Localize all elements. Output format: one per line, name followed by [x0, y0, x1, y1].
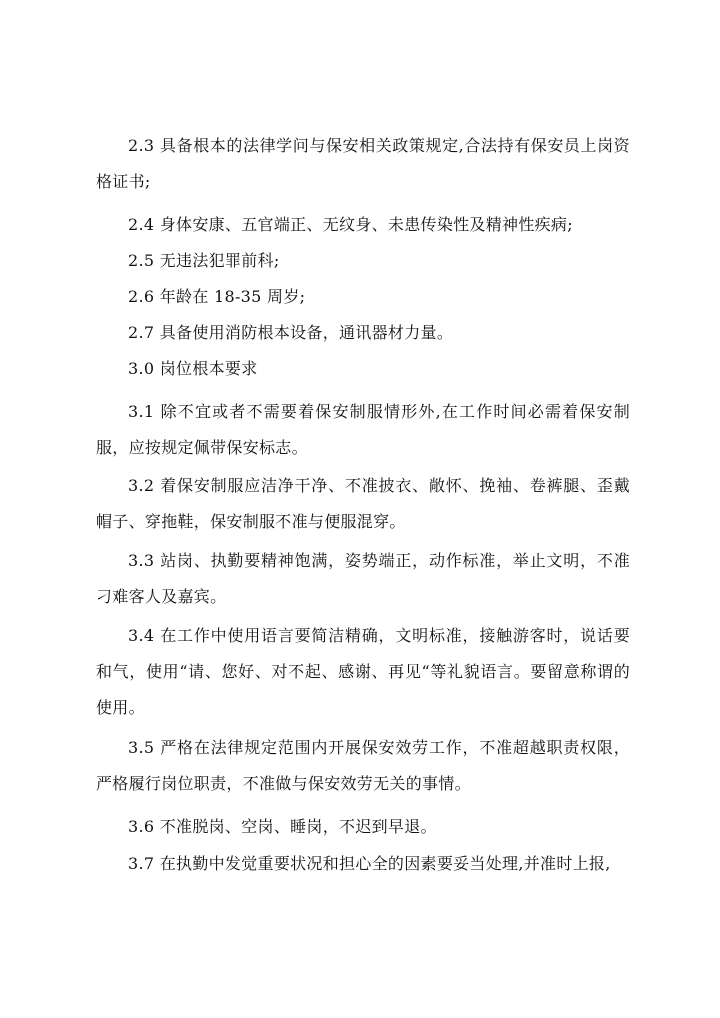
paragraph-3-5: 3.5 严格在法律规定范围内开展保安效劳工作，不准超越职责权限，严格履行岗位职责，不准做与保安效劳无关的事情。: [96, 738, 630, 793]
paragraph-3-6: 3.6 不准脱岗、空岗、睡岗，不迟到早退。: [128, 817, 437, 836]
paragraph-2-6: 2.6 年龄在 18-35 周岁;: [128, 287, 306, 306]
paragraph-2-4: 2.4 身体安康、五官端正、无纹身、未患传染性及精神性疾病;: [128, 215, 573, 234]
paragraph-3-7: 3.7 在执勤中发觉重要状况和担心全的因素要妥当处理,并准时上报,: [128, 854, 611, 873]
section-heading-3-0: 3.0 岗位根本要求: [128, 359, 258, 378]
paragraph-2-5: 2.5 无违法犯罪前科;: [128, 251, 280, 270]
paragraph-2-3: 2.3 具备根本的法律学问与保安相关政策规定,合法持有保安员上岗资格证书;: [96, 136, 630, 191]
paragraph-3-3: 3.3 站岗、执勤要精神饱满，姿势端正，动作标准，举止文明，不准刁难客人及嘉宾。: [96, 551, 630, 606]
paragraph-3-4: 3.4 在工作中使用语言要简洁精确，文明标准，接触游客时，说话要和气，使用“请、您好、对不起、感谢、再见“等礼貌语言。要留意称谓的使用。: [96, 626, 630, 717]
paragraph-3-2: 3.2 着保安制服应洁净干净、不准披衣、敞怀、挽袖、卷裤腿、歪戴帽子、穿拖鞋，保安制服不准与便服混穿。: [96, 476, 630, 531]
paragraph-3-1: 3.1 除不宜或者不需要着保安制服情形外,在工作时间必需着保安制服，应按规定佩带保安标志。: [96, 402, 630, 457]
paragraph-2-7: 2.7 具备使用消防根本设备，通讯器材力量。: [128, 323, 454, 342]
